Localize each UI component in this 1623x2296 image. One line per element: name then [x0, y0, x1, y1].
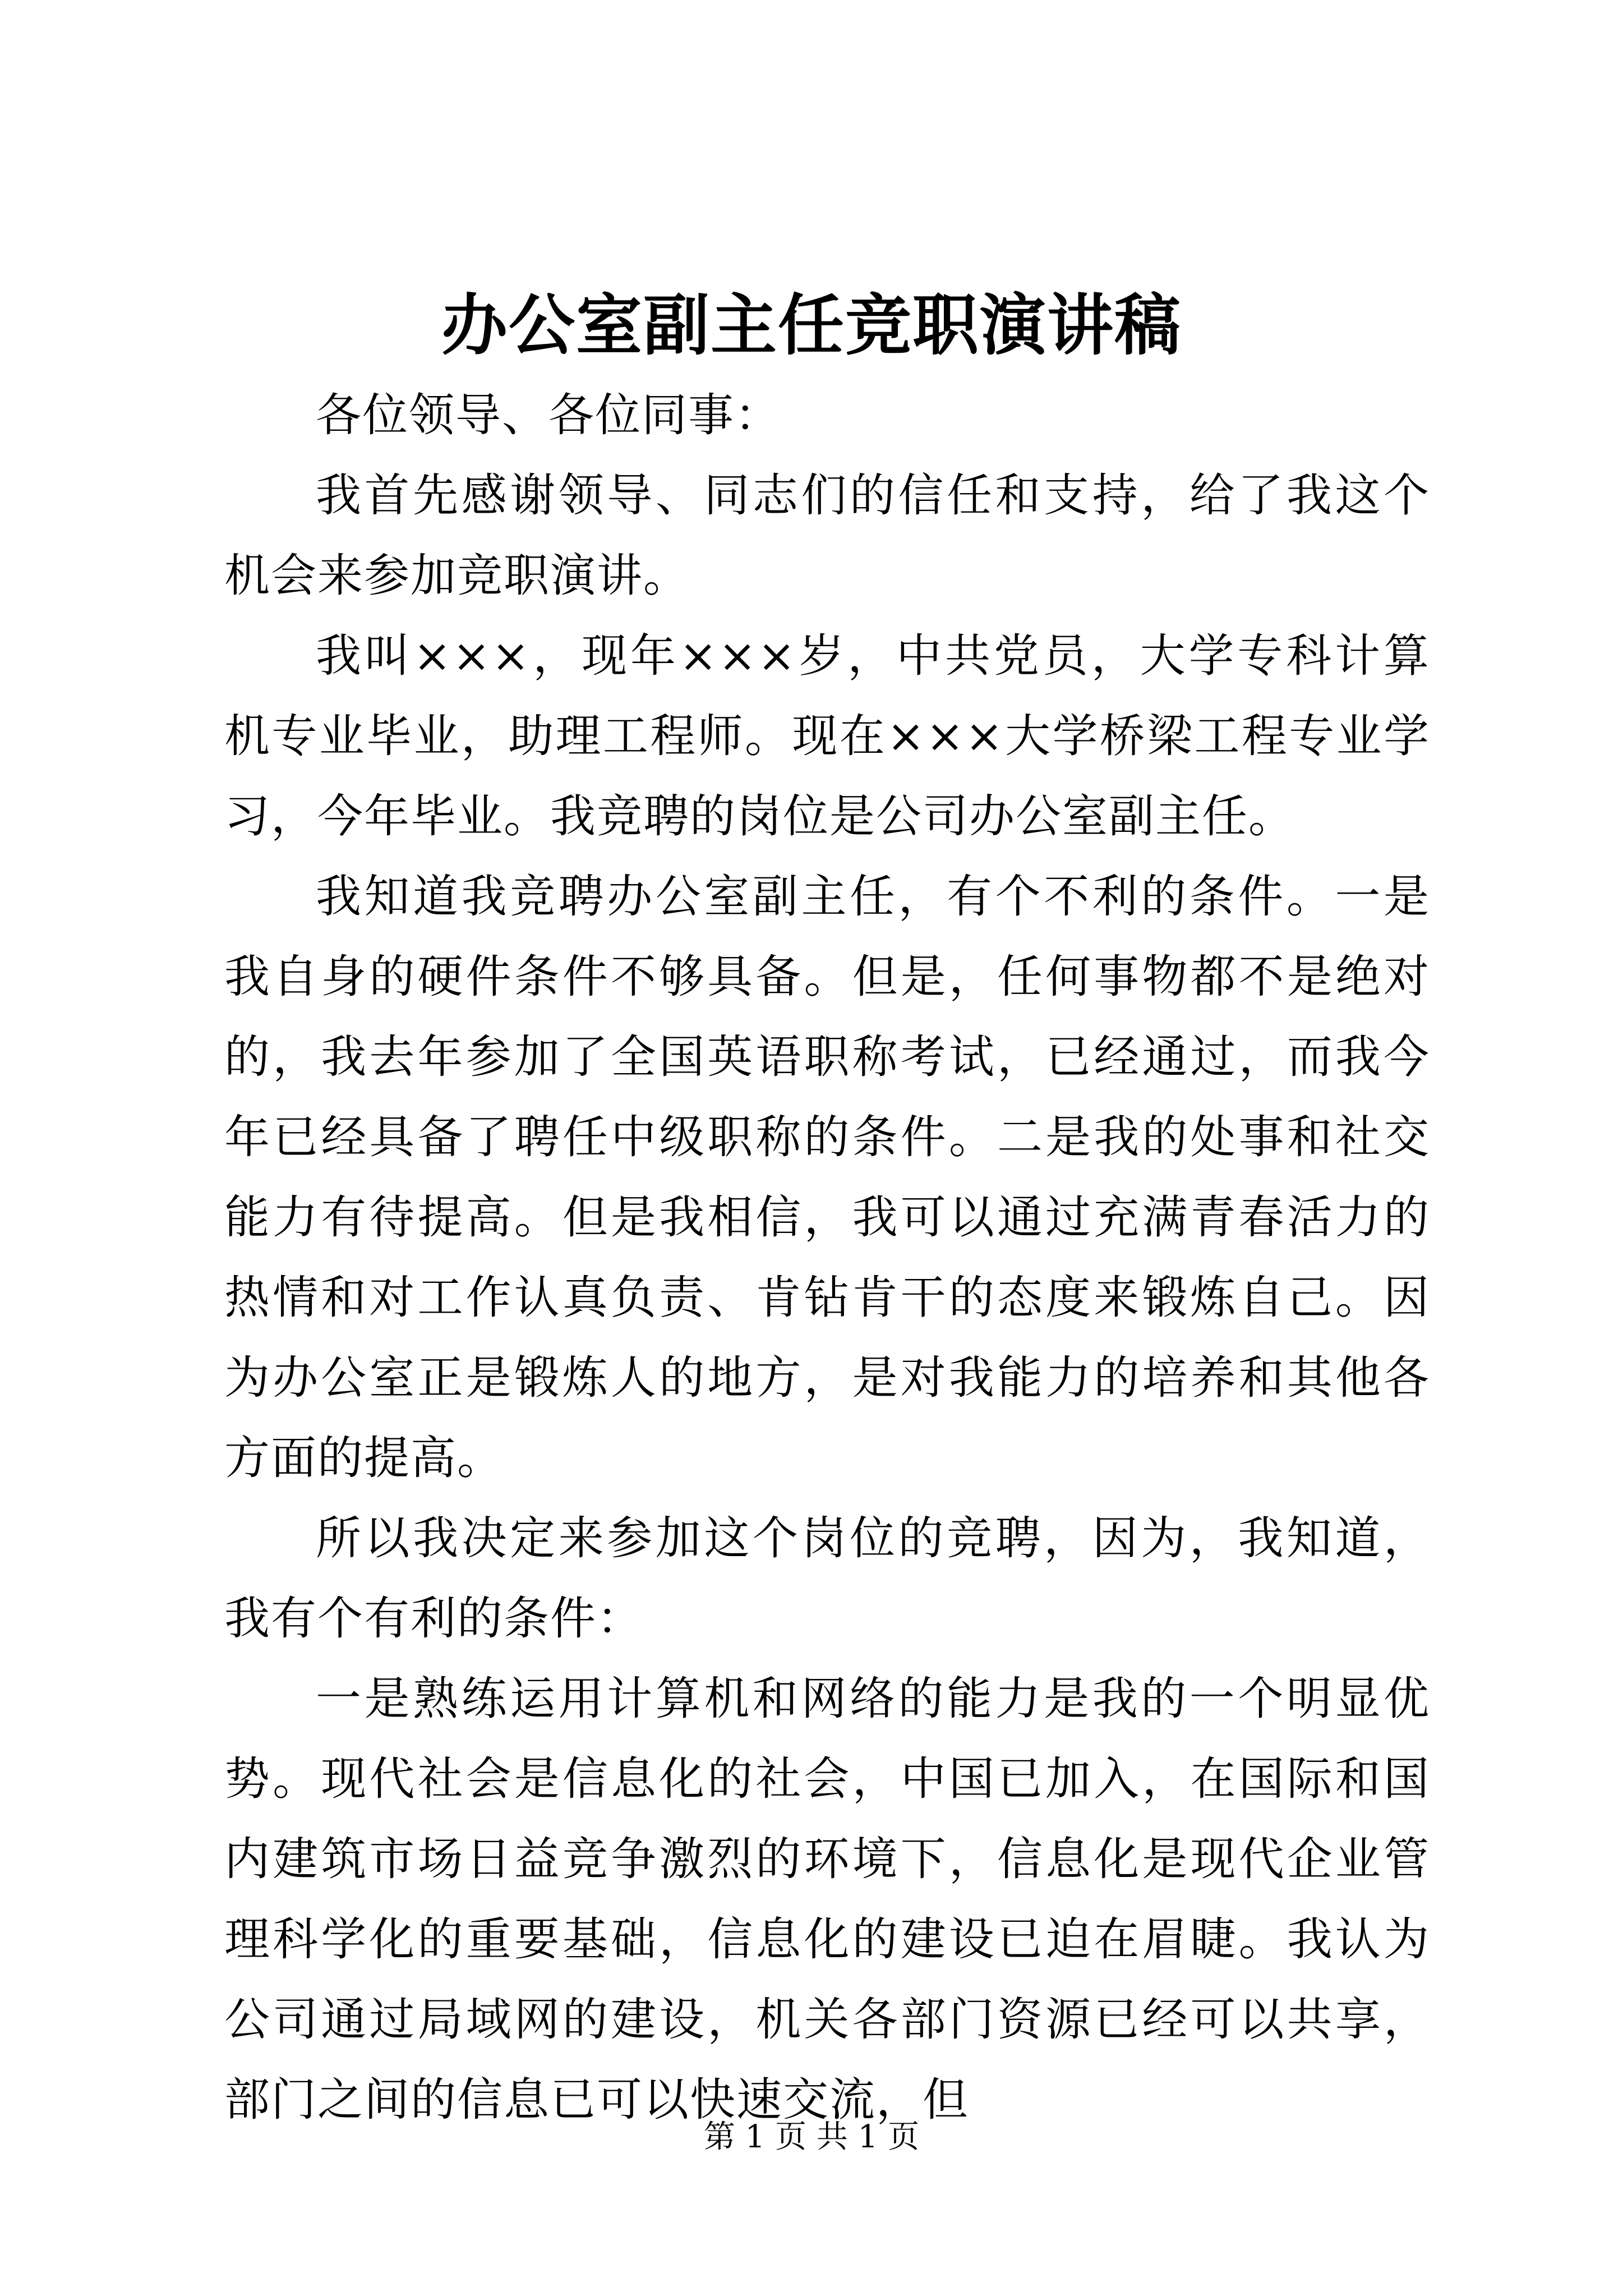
- paragraph-disadvantages: 我知道我竞聘办公室副主任，有个不利的条件。一是我自身的硬件条件不够具备。但是，任何事物都不是绝对的，我去年参加了全国英语职称考试，已经通过，而我今年已经具备了聘任中级职称的条件。二是我的处事和社交能力有待提高。但是我相信，我可以通过充满青春活力的热情和对工作认真负责、肯钻肯干的态度来锻炼自己。因为办公室正是锻炼人的地方，是对我能力的培养和其他各方面的提高。: [224, 871, 1430, 1485]
- paragraph-advantage-one: 一是熟练运用计算机和网络的能力是我的一个明显优势。现代社会是信息化的社会，中国已加入，在国际和国内建筑市场日益竞争激烈的环境下，信息化是现代企业管理科学化的重要基础，信息化的建设已迫在眉睫。我认为公司通过局域网的建设，机关各部门资源已经可以共享，部门之间的信息已可以快速交流，但: [224, 1673, 1430, 2127]
- document-title: 办公室副主任竞职演讲稿: [441, 286, 1182, 364]
- document-body: [224, 376, 1430, 2141]
- paragraph-introduction: 我叫×××，现年×××岁，中共党员，大学专科计算机专业毕业，助理工程师。现在×××大学桥梁工程专业学习，今年毕业。我竞聘的岗位是公司办公室副主任。: [224, 630, 1431, 843]
- paragraph-salutation: 各位领导、各位同事：: [316, 389, 782, 442]
- paragraph-thanks: 我首先感谢领导、同志们的信任和支持，给了我这个机会来参加竞职演讲。: [224, 470, 1430, 602]
- page-number-footer: 第 1 页 共 1 页: [703, 2119, 920, 2155]
- paragraph-decision: 所以我决定来参加这个岗位的竞聘，因为，我知道，我有个有利的条件：: [224, 1512, 1430, 1645]
